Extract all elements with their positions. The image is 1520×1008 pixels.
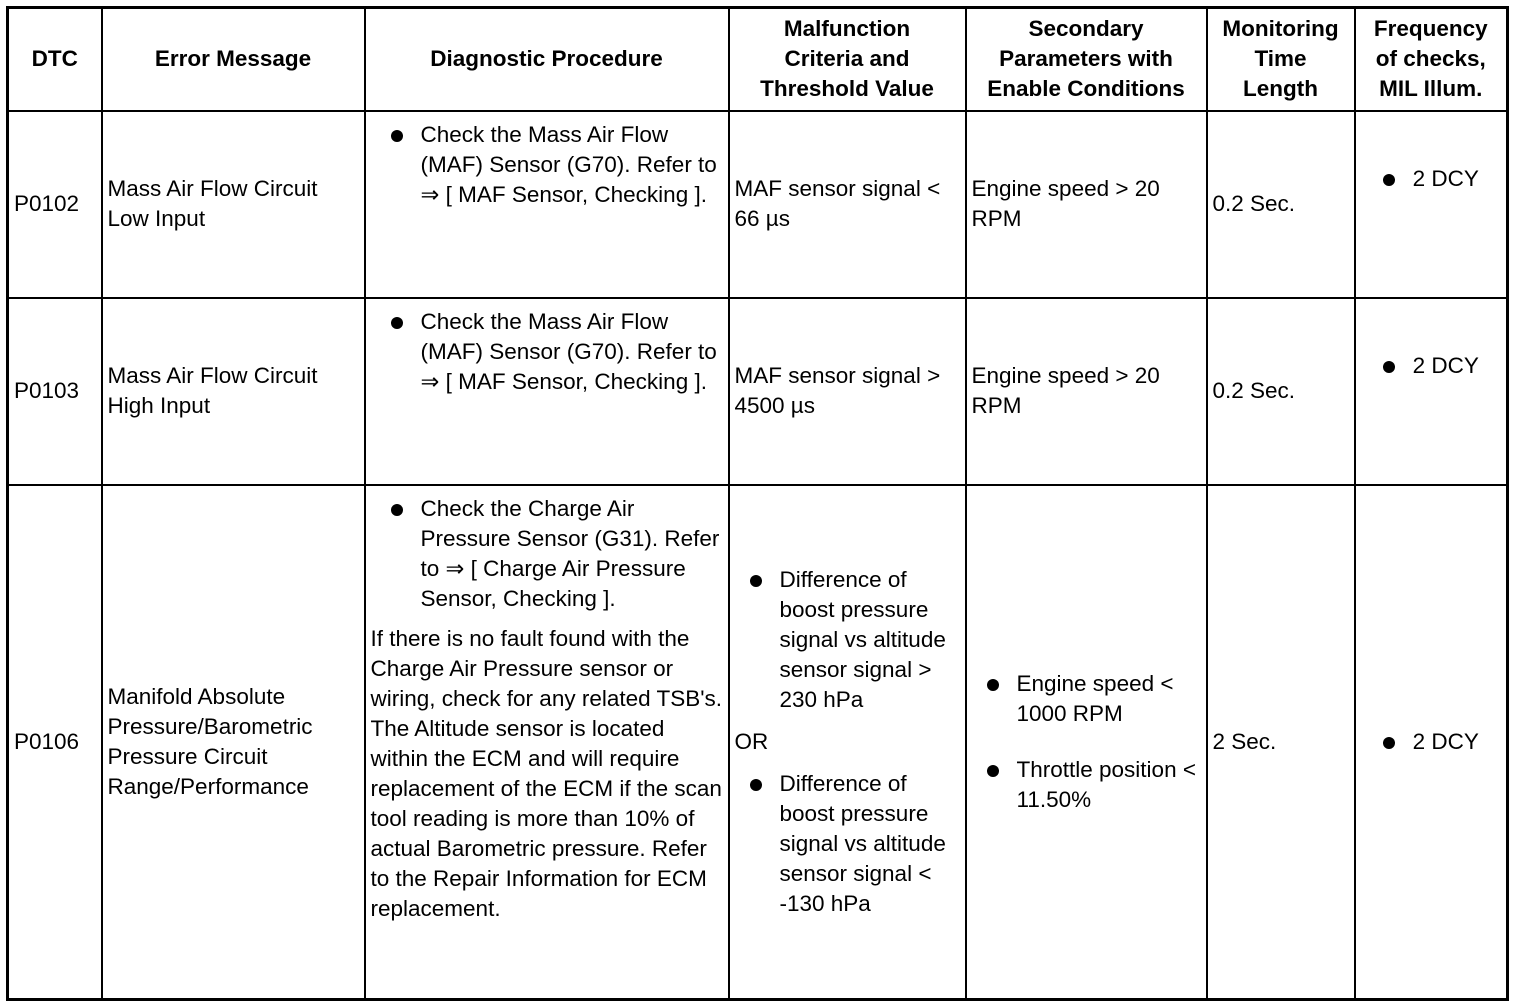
diagnostic-procedure bbox=[365, 111, 729, 298]
malfunction-criteria: MAF sensor signal > 4500 µs bbox=[729, 298, 966, 485]
bullet-icon bbox=[391, 317, 403, 329]
bullet-icon bbox=[391, 130, 403, 142]
bullet-icon bbox=[1383, 737, 1395, 749]
diagnostic-procedure bbox=[365, 485, 729, 1000]
monitoring-time: 0.2 Sec. bbox=[1207, 111, 1355, 298]
header-monitoring-line3: Length bbox=[1243, 76, 1318, 102]
secondary-item: Engine speed < 1000 RPM bbox=[972, 669, 1201, 729]
monitoring-time: 2 Sec. bbox=[1207, 485, 1355, 1000]
dtc-code: P0102 bbox=[8, 111, 102, 298]
malfunction-criteria: MAF sensor signal < 66 µs bbox=[729, 111, 966, 298]
criteria-item: Difference of boost pressure signal vs altitude sensor signal > 230 hPa bbox=[735, 565, 960, 715]
header-frequency-line3: MIL Illum. bbox=[1379, 76, 1483, 102]
procedure-item: Check the Mass Air Flow (MAF) Sensor (G70). Refer to ⇒ [ MAF Sensor, Checking ]. bbox=[371, 307, 723, 397]
procedure-item: Check the Charge Air Pressure Sensor (G31). Refer to ⇒ [ Charge Air Pressure Sensor, Checking ]. bbox=[371, 494, 723, 614]
header-monitoring-line1: Monitoring bbox=[1222, 16, 1339, 42]
dtc-code: P0103 bbox=[8, 298, 102, 485]
malfunction-criteria bbox=[729, 485, 966, 1000]
header-criteria-line1: Malfunction bbox=[783, 16, 911, 42]
header-row bbox=[8, 8, 1508, 111]
frequency: 2 DCY bbox=[1355, 298, 1508, 485]
header-malfunction-criteria bbox=[729, 8, 966, 111]
secondary-parameters: Engine speed > 20 RPM bbox=[966, 111, 1207, 298]
table-row bbox=[8, 485, 1508, 1000]
dtc-code: P0106 bbox=[8, 485, 102, 1000]
header-frequency bbox=[1355, 8, 1508, 111]
header-monitoring-line2: Time bbox=[1254, 46, 1307, 72]
header-secondary-line3: Enable Conditions bbox=[987, 76, 1185, 102]
bullet-icon bbox=[1383, 361, 1395, 373]
dtc-table-page bbox=[6, 6, 1506, 1001]
bullet-icon bbox=[987, 765, 999, 777]
header-diagnostic-procedure: Diagnostic Procedure bbox=[365, 8, 729, 111]
monitoring-time: 0.2 Sec. bbox=[1207, 298, 1355, 485]
header-frequency-line2: of checks, bbox=[1375, 46, 1486, 72]
header-secondary-parameters bbox=[966, 8, 1207, 111]
secondary-parameters bbox=[966, 485, 1207, 1000]
header-criteria-line2: Criteria and bbox=[784, 46, 910, 72]
bullet-icon bbox=[750, 575, 762, 587]
diagnostic-procedure bbox=[365, 298, 729, 485]
header-secondary-line2: Parameters with bbox=[999, 46, 1173, 72]
frequency: 2 DCY bbox=[1355, 485, 1508, 1000]
header-monitoring-time bbox=[1207, 8, 1355, 111]
secondary-item: Throttle position < 11.50% bbox=[972, 755, 1201, 815]
header-criteria-line3: Threshold Value bbox=[760, 76, 934, 102]
bullet-icon bbox=[391, 504, 403, 516]
error-message: Manifold Absolute Pressure/Barometric Pressure Circuit Range/Performance bbox=[102, 485, 365, 1000]
header-secondary-line1: Secondary bbox=[1028, 16, 1144, 42]
table-row bbox=[8, 298, 1508, 485]
error-message: Mass Air Flow Circuit High Input bbox=[102, 298, 365, 485]
criteria-item: Difference of boost pressure signal vs altitude sensor signal < -130 hPa bbox=[735, 769, 960, 919]
header-frequency-line1: Frequency bbox=[1373, 16, 1488, 42]
secondary-parameters: Engine speed > 20 RPM bbox=[966, 298, 1207, 485]
criteria-or: OR bbox=[734, 728, 769, 754]
procedure-note: If there is no fault found with the Charge Air Pressure sensor or wiring, check for any related TSB's. The Altitude sensor is located within the ECM and will require replacement of the ECM if the scan tool reading is more than 10% of actual Barometric pressure. Refer to the Repair Information for ECM replacement. bbox=[370, 625, 723, 921]
bullet-icon bbox=[750, 779, 762, 791]
bullet-icon bbox=[1383, 174, 1395, 186]
header-error-message: Error Message bbox=[102, 8, 365, 111]
error-message: Mass Air Flow Circuit Low Input bbox=[102, 111, 365, 298]
frequency: 2 DCY bbox=[1355, 111, 1508, 298]
table-row bbox=[8, 111, 1508, 298]
bullet-icon bbox=[987, 679, 999, 691]
procedure-item: Check the Mass Air Flow (MAF) Sensor (G70). Refer to ⇒ [ MAF Sensor, Checking ]. bbox=[371, 120, 723, 210]
header-dtc: DTC bbox=[8, 8, 102, 111]
dtc-table bbox=[6, 6, 1509, 1001]
